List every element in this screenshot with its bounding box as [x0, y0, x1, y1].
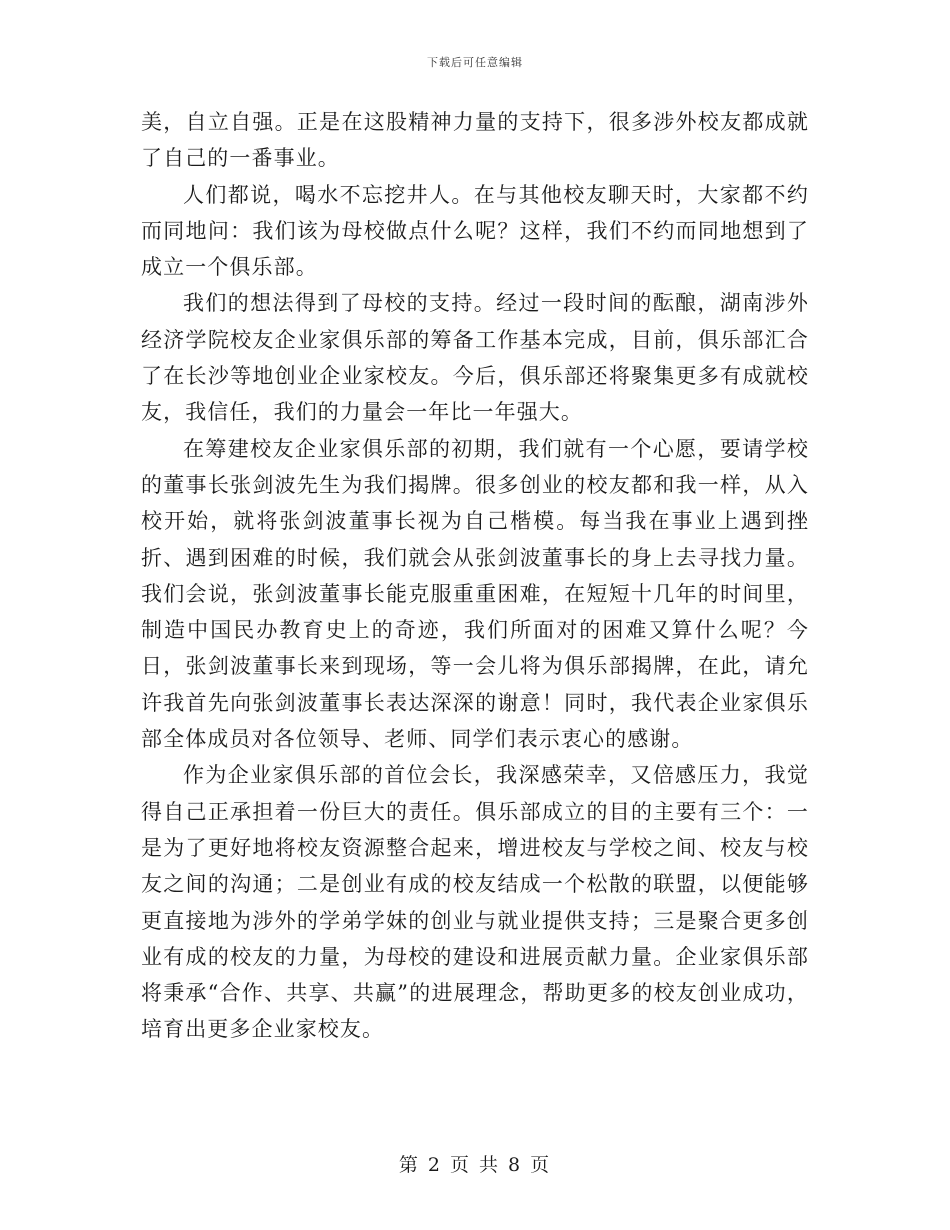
paragraph: 作为企业家俱乐部的首位会长，我深感荣幸，又倍感压力，我觉得自己正承担着一份巨大的责任。俱乐部成立的目的主要有三个：一是为了更好地将校友资源整合起来，增进校友与学校之间、校友与校友之间的沟通；二是创业有成的校友结成一个松散的联盟，以便能够更直接地为涉外的学弟学妹的创业与就业提供支持；三是聚合更多创业有成的校友的力量，为母校的建设和进展贡献力量。企业家俱乐部将秉承“合作、共享、共赢”的进展理念，帮助更多的校友创业成功，培育出更多企业家校友。	[141, 763, 809, 1042]
page-header	[0, 54, 950, 70]
header-note: 下载后可任意编辑	[427, 56, 523, 69]
total-unit: 页	[530, 1154, 552, 1176]
page-prefix: 第	[398, 1154, 420, 1176]
paragraph: 我们的想法得到了母校的支持。经过一段时间的酝酿，湖南涉外经济学院校友企业家俱乐部的筹备工作基本完成，目前，俱乐部汇合了在长沙等地创业企业家校友。今后，俱乐部还将聚集更多有成就校友，我信任，我们的力量会一年比一年强大。	[141, 291, 809, 425]
document-body	[141, 104, 809, 1048]
page-number	[0, 1150, 950, 1177]
current-page: 2	[427, 1154, 442, 1176]
paragraph: 人们都说，喝水不忘挖井人。在与其他校友聊天时，大家都不约而同地问：我们该为母校做点什么呢？这样，我们不约而同地想到了成立一个俱乐部。	[141, 182, 809, 280]
total-pages: 8	[508, 1154, 523, 1176]
paragraph: 在筹建校友企业家俱乐部的初期，我们就有一个心愿，要请学校的董事长张剑波先生为我们揭牌。很多创业的校友都和我一样，从入校开始，就将张剑波董事长视为自己楷模。每当我在事业上遇到挫折、遇到困难的时候，我们就会从张剑波董事长的身上去寻找力量。我们会说，张剑波董事长能克服重重困难，在短短十几年的时间里，制造中国民办教育史上的奇迹，我们所面对的困难又算什么呢？今日，张剑波董事长来到现场，等一会儿将为俱乐部揭牌，在此，请允许我首先向张剑波董事长表达深深的谢意！同时，我代表企业家俱乐部全体成员对各位领导、老师、同学们表示衷心的感谢。	[141, 436, 809, 752]
paragraph-continued: 美，自立自强。正是在这股精神力量的支持下，很多涉外校友都成就了自己的一番事业。	[141, 110, 809, 171]
total-prefix: 共	[479, 1154, 501, 1176]
page-unit: 页	[449, 1154, 471, 1176]
